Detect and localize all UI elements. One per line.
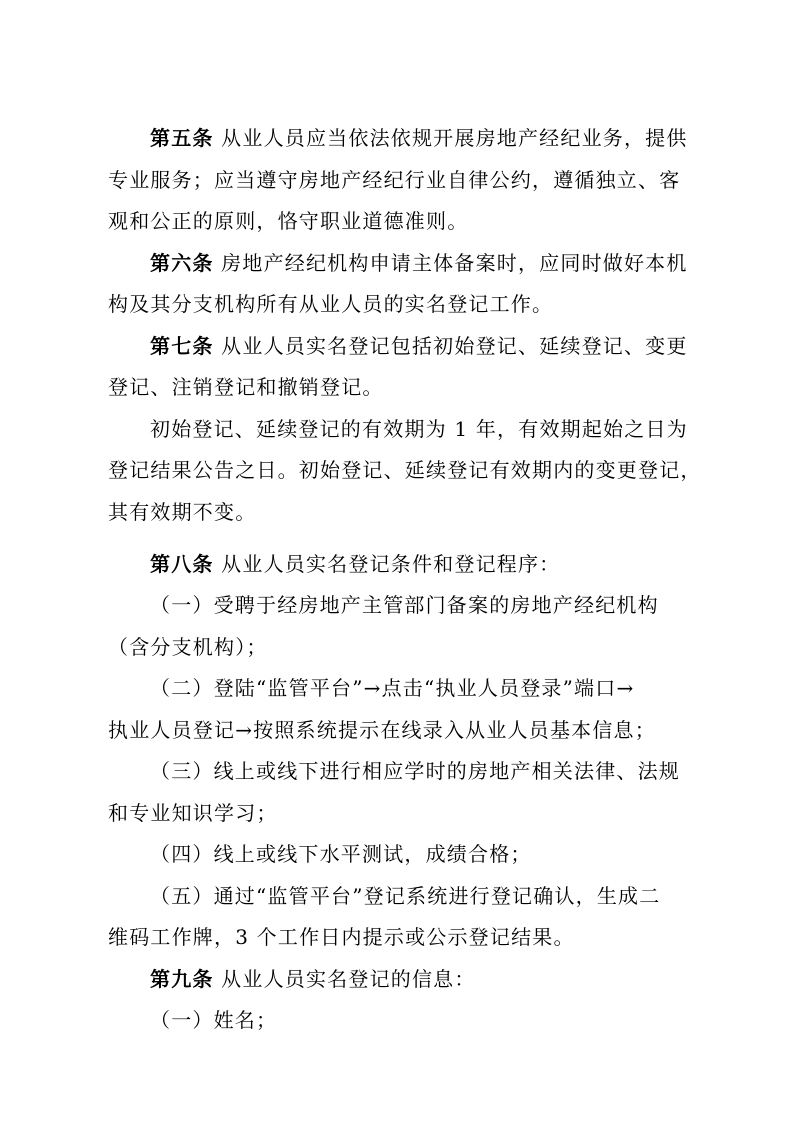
article-9-item-1-line-1: （一）姓名；	[150, 1008, 278, 1032]
article-7-line-2: 登记、注销登记和撤销登记。	[108, 375, 384, 399]
article-7-line-1	[150, 334, 688, 358]
article-8-item-1-line-1: （一）受聘于经房地产主管部门备案的房地产经纪机构	[150, 593, 659, 617]
article-6-line-1	[150, 251, 688, 275]
article-5-text-1: 从业人员应当依法依规开展房地产经纪业务，提供	[221, 126, 688, 150]
article-7-para2-line-1: 初始登记、延续登记的有效期为 1 年，有效期起始之日为	[150, 417, 688, 441]
article-9-text-1: 从业人员实名登记的信息：	[221, 967, 476, 991]
article-5-line-3: 观和公正的原则，恪守职业道德准则。	[108, 209, 469, 233]
article-8-item-5-line-1: （五）通过“监管平台”登记系统进行登记确认，生成二	[150, 884, 661, 908]
article-7-heading: 第七条	[150, 334, 214, 358]
article-8-item-3-line-1: （三）线上或线下进行相应学时的房地产相关法律、法规	[150, 759, 680, 783]
article-8-item-2-line-1: （二）登陆“监管平台”→点击“执业人员登录”端口→	[150, 676, 635, 700]
article-5-line-2: 专业服务；应当遵守房地产经纪行业自律公约，遵循独立、客	[108, 168, 681, 192]
article-6-heading: 第六条	[150, 251, 214, 275]
article-8-heading: 第八条	[150, 552, 214, 576]
article-9-line-1	[150, 967, 476, 991]
article-6-line-2: 构及其分支机构所有从业人员的实名登记工作。	[108, 292, 554, 316]
article-5-line-1	[150, 126, 688, 150]
article-7-para2-line-2: 登记结果公告之日。初始登记、延续登记有效期内的变更登记，	[108, 458, 702, 482]
article-8-text-1: 从业人员实名登记条件和登记程序：	[221, 552, 561, 576]
article-6-text-1: 房地产经纪机构申请主体备案时，应同时做好本机	[221, 251, 688, 275]
article-5-heading: 第五条	[150, 126, 214, 150]
article-8-item-5-line-2: 维码工作牌，3 个工作日内提示或公示登记结果。	[108, 925, 575, 949]
article-8-item-2-line-2: 执业人员登记→按照系统提示在线录入从业人员基本信息；	[108, 718, 656, 742]
article-7-para2-line-3: 其有效期不变。	[108, 500, 257, 524]
article-8-item-3-line-2: 和专业知识学习；	[108, 801, 278, 825]
article-8-line-1	[150, 552, 560, 576]
article-8-item-4-line-1: （四）线上或线下水平测试，成绩合格；	[150, 842, 532, 866]
article-8-item-1-line-2: （含分支机构）；	[108, 635, 268, 659]
article-7-text-1: 从业人员实名登记包括初始登记、延续登记、变更	[221, 334, 688, 358]
article-9-heading: 第九条	[150, 967, 214, 991]
